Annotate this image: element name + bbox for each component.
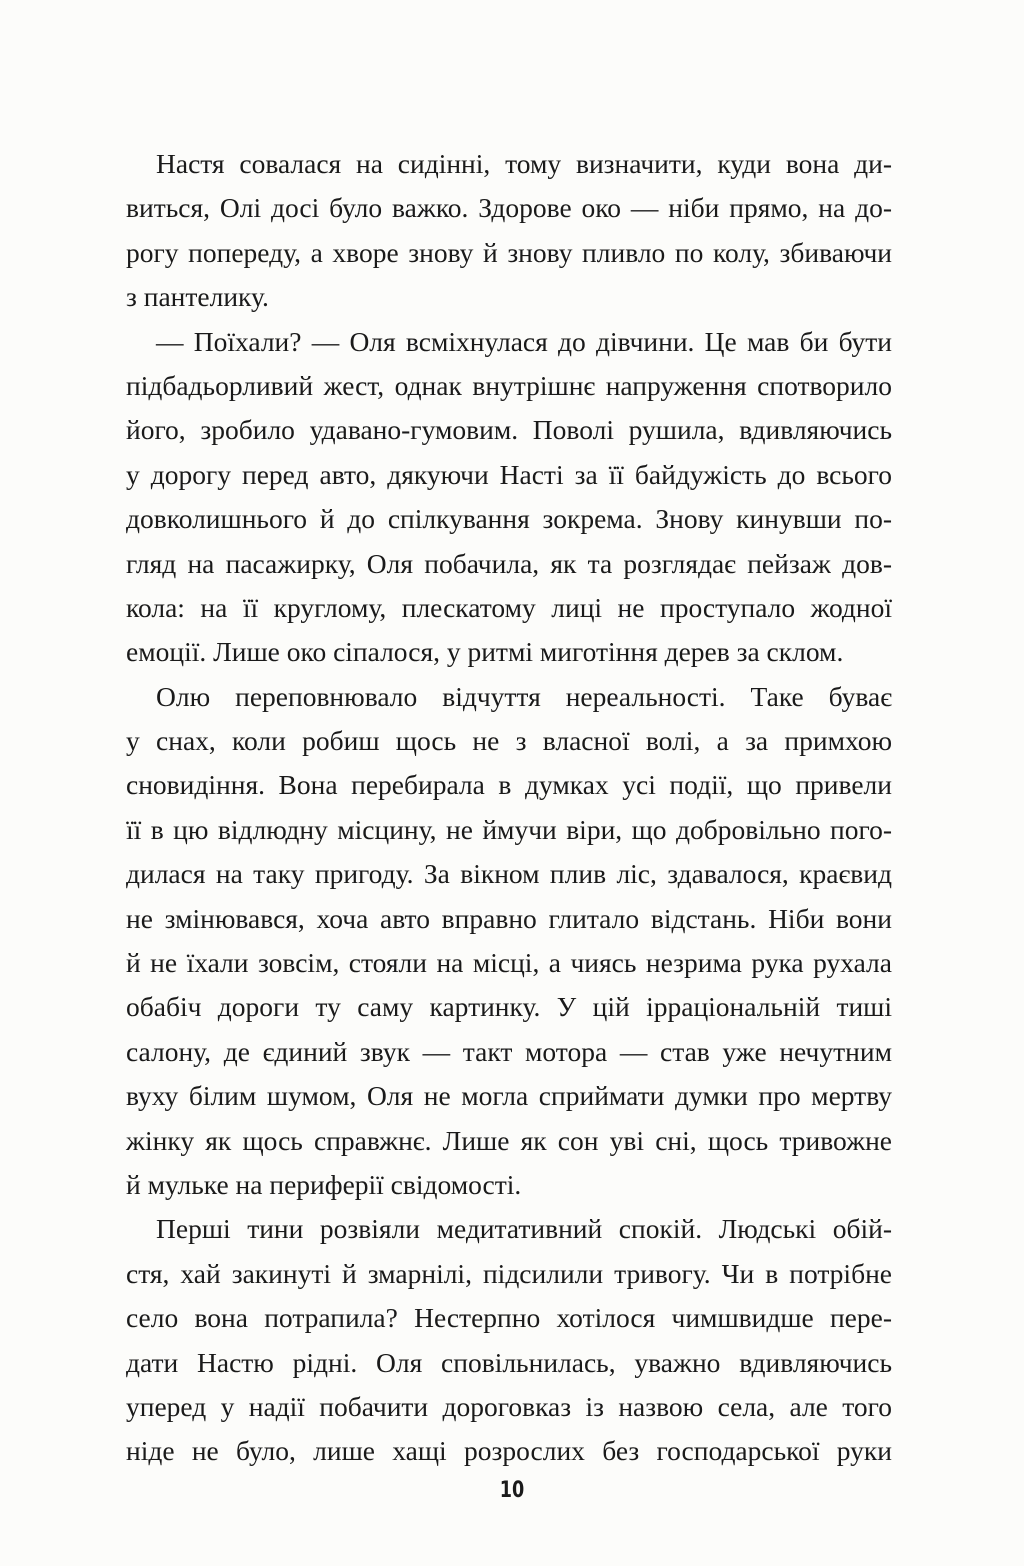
text-line: уперед у надії побачити дороговказ із назвою села, але того (126, 1390, 892, 1422)
paragraph-4 (126, 1207, 892, 1473)
text-line: сновидіння. Вона перебирала в думках усі події, що привели (126, 769, 892, 801)
text-line: Настя совалася на сидінні, тому визначити, куди вона ди- (156, 148, 892, 179)
text-line: Олю переповнювало відчуття нереальності. Таке буває (156, 680, 892, 712)
text-line: виться, Олі досі було важко. Здорове око — ніби прямо, на до- (126, 192, 892, 224)
text-line: у снах, коли робиш щось не з власної волі, а за примхою (126, 725, 892, 757)
text-line: Перші тини розвіяли медитативний спокій. Людські обій- (156, 1213, 892, 1245)
text-line: емоції. Лише око сіпалося, у ритмі миготіння дерев за склом. (126, 636, 844, 668)
paragraph-2 (126, 320, 892, 675)
paragraph-3 (126, 675, 892, 1208)
body-text (126, 142, 892, 1474)
text-line: село вона потрапила? Нестерпно хотілося чимшвидше пере- (126, 1302, 892, 1334)
text-line: рогу попереду, а хворе знову й знову пливло по колу, збиваючи (126, 236, 892, 268)
text-line: дати Настю рідні. Оля сповільнилась, уважно вдивляючись (126, 1346, 892, 1378)
text-line: стя, хай закинуті й змарнілі, підсилили тривогу. Чи в потрібне (126, 1257, 892, 1289)
text-line: не змінювався, хоча авто вправно глитало відстань. Ніби вони (126, 902, 892, 934)
text-line: довколишнього й до спілкування зокрема. Знову кинувши по- (126, 503, 892, 535)
paragraph-1 (126, 142, 892, 320)
text-line: дилася на таку пригоду. За вікном плив ліс, здавалося, краєвид (126, 858, 892, 890)
text-line: підбадьорливий жест, однак внутрішнє напруження спотворило (126, 369, 892, 401)
text-line: й мульке на периферії свідомості. (126, 1168, 522, 1200)
text-line: жінку як щось справжнє. Лише як сон уві сні, щось тривожне (126, 1124, 892, 1156)
text-line: з пантелику. (126, 281, 269, 313)
text-line: його, зробило удавано-гумовим. Поволі рушила, вдивляючись (126, 414, 892, 446)
text-line: обабіч дороги ту саму картинку. У цій ірраціональній тиші (126, 991, 892, 1023)
text-line: салону, де єдиний звук — такт мотора — став уже нечутним (126, 1035, 892, 1067)
text-line: гляд на пасажирку, Оля побачила, як та розглядає пейзаж дов- (126, 547, 892, 579)
text-line: ніде не було, лише хащі розрослих без господарської руки (126, 1435, 892, 1467)
text-line: вуху білим шумом, Оля не могла сприймати думки про мертву (126, 1080, 892, 1112)
page-number: 10 (499, 1478, 525, 1503)
text-line: — Поїхали? — Оля всміхнулася до дівчини. Це мав би бути (156, 325, 892, 357)
text-line: кола: на її круглому, плескатому лиці не проступало жодної (126, 591, 892, 623)
text-line: у дорогу перед авто, дякуючи Насті за її байдужість до всього (126, 458, 892, 490)
text-line: її в цю відлюдну місцину, не ймучи віри, що добровільно пого- (126, 813, 892, 845)
text-line: й не їхали зовсім, стояли на місці, а чиясь незрима рука рухала (126, 947, 892, 979)
